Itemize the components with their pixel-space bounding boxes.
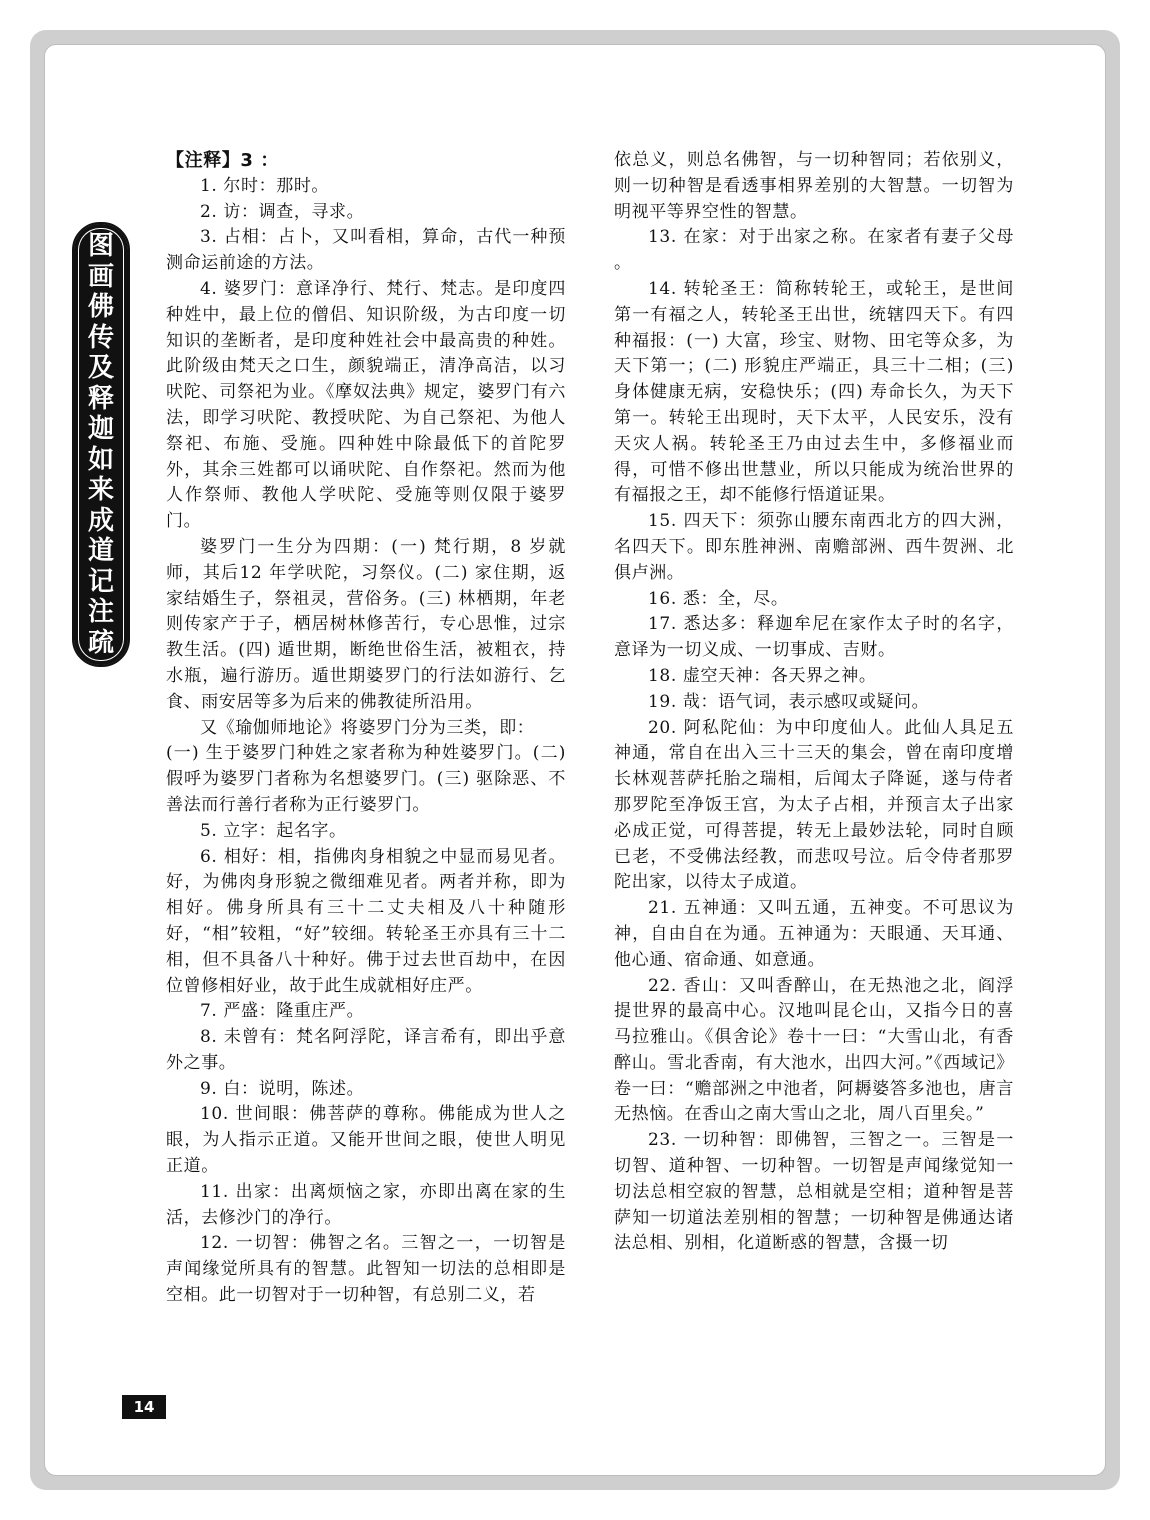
side-title-char: 来 <box>87 475 114 505</box>
annotation-paragraph: 12. 一切智：佛智之名。三智之一，一切智是声闻缘觉所具有的智慧。此智知一切法的总相即是空相。此一切智对于一切种智，有总别二义，若 <box>166 1233 566 1306</box>
side-title-char: 佛 <box>87 292 114 322</box>
side-title-banner <box>72 222 130 667</box>
side-title-char: 释 <box>87 383 114 414</box>
annotation-paragraph: 1. 尔时：那时。 <box>200 175 330 196</box>
side-title-char: 传 <box>87 322 114 353</box>
annotation-paragraph: 3. 占相：占卜，又叫看相，算命，古代一种预测命运前途的方法。 <box>166 227 566 274</box>
annotation-paragraph: 14. 转轮圣王：简称转轮王，或轮王，是世间第一有福之人，转轮圣王出世，统辖四天下。有四种福报：(一) 大富，珍宝、财物、田宅等众多，为天下第一；(二) 形貌庄严端正，具三十二相；(三) 身体健康无病，安稳快乐；(四) 寿命长久，为天下第一。转轮王出现时，天下太平，人民安乐，没有天灾人祸。转轮圣王乃由过去生中，多修福业而得，可惜不修出世慧业，所以只能成为统治世界的有福报之王，却不能修行悟道证果。 <box>614 278 1014 506</box>
side-title-char: 疏 <box>87 627 114 658</box>
annotation-paragraph: 15. 四天下：须弥山腰东南西北方的四大洲，名四天下。即东胜神洲、南赡部洲、西牛贺洲、北俱卢洲。 <box>614 511 1014 583</box>
side-title-char: 成 <box>87 505 114 536</box>
section-heading: 【注释】3 ： <box>166 150 279 171</box>
annotation-paragraph: 7. 严盛：隆重庄严。 <box>200 1001 365 1022</box>
annotation-paragraph: 18. 虚空天神：各天界之神。 <box>648 665 877 686</box>
annotation-paragraph: 2. 访：调查，寻求。 <box>200 201 365 222</box>
annotation-paragraph: 22. 香山：又叫香醉山，在无热池之北，阎浮提世界的最高中心。汉地叫昆仑山，又指今日的喜马拉雅山。《俱舍论》卷十一曰：“大雪山北，有香醉山。雪北香南，有大池水，出四大河。”《西域记》卷一曰：“赡部洲之中池者，阿耨婆答多池也，唐言无热恼。在香山之南大雪山之北，周八百里矣。” <box>614 975 1014 1125</box>
annotation-paragraph: 4. 婆罗门：意译净行、梵行、梵志。是印度四种姓中，最上位的僧侣、知识阶级，为古印度一切知识的垄断者，是印度种姓社会中最高贵的种姓。此阶级由梵天之口生，颜貌端正，清净高洁，以习吠陀、司祭祀为业。《摩奴法典》规定，婆罗门有六法，即学习吠陀、教授吠陀、为自己祭祀、为他人祭祀、布施、受施。四种姓中除最低下的首陀罗外，其余三姓都可以诵吠陀、自作祭祀。然而为他人作祭师、教他人学吠陀、受施等则仅限于婆罗门。 <box>166 278 566 532</box>
side-title-char: 画 <box>87 261 114 292</box>
annotation-paragraph: 17. 悉达多：释迦牟尼在家作太子时的名字，意译为一切义成、一切事成、吉财。 <box>614 614 1014 661</box>
annotation-paragraph: 10. 世间眼：佛菩萨的尊称。佛能成为世人之眼，为人指示正道。又能开世间之眼，使世人明见正道。 <box>166 1104 566 1177</box>
annotation-paragraph: 11. 出家：出离烦恼之家，亦即出离在家的生活，去修沙门的净行。 <box>166 1181 566 1228</box>
paragraph-continuation: (一) 生于婆罗门种姓之家者称为种姓婆罗门。(二) 假呼为婆罗门者称为名想婆罗门。(三) 驱除恶、不善法而行善行者称为正行婆罗门。 <box>166 743 566 815</box>
side-title-char: 及 <box>87 353 114 383</box>
annotation-paragraph: 9. 白：说明，陈述。 <box>200 1078 365 1099</box>
annotation-paragraph: 13. 在家：对于出家之称。在家者有妻子父母 。 <box>614 227 1014 274</box>
side-title-char: 注 <box>87 597 114 627</box>
page-number: 14 <box>122 1395 166 1419</box>
annotation-paragraph: 婆罗门一生分为四期：(一) 梵行期，8 岁就师，其后12 年学吠陀，习祭仪。(二) 家住期，返家结婚生子，祭祖灵，营俗务。(三) 林栖期，年老则传家产于子，栖居树林修苦行，专心思惟，过宗教生活。(四) 遁世期，断绝世俗生活，被粗衣，持水瓶，遍行游历。遁世期婆罗门的行法如游行、乞食、雨安居等多为后来的佛教徒所沿用。 <box>166 536 566 712</box>
annotation-paragraph: 5. 立字：起名字。 <box>200 820 347 841</box>
right-text-column <box>614 148 1014 1257</box>
side-title-char: 如 <box>87 444 114 475</box>
annotation-paragraph: 20. 阿私陀仙：为中印度仙人。此仙人具足五神通，常自在出入三十三天的集会，曾在南印度增长林观菩萨托胎之瑞相，后闻太子降诞，遂与侍者那罗陀至净饭王宫，为太子占相，并预言太子出家必成正觉，可得菩提，转无上最妙法轮，同时自顾已老，不受佛法经教，而悲叹号泣。后令侍者那罗陀出家，以待太子成道。 <box>614 717 1014 893</box>
annotation-paragraph: 8. 未曾有：梵名阿浮陀，译言希有，即出乎意外之事。 <box>166 1027 566 1073</box>
side-title-char: 迦 <box>87 414 114 444</box>
side-title-char: 道 <box>87 536 114 566</box>
annotation-paragraph: 6. 相好：相，指佛肉身相貌之中显而易见者。好，为佛肉身形貌之微细难见者。两者并称，即为相好。佛身所具有三十二丈夫相及八十种随形好，“相”较粗，“好”较细。转轮圣王亦具有三十二相，但不具备八十种好。佛于过去世百劫中，在因位曾修相好业，故于此生成就相好庄严。 <box>166 846 566 996</box>
annotation-paragraph: 21. 五神通：又叫五通，五神变。不可思议为神，自由自在为通。五神通为：天眼通、天耳通、他心通、宿命通、如意通。 <box>614 898 1014 970</box>
annotation-paragraph: 19. 哉：语气词，表示感叹或疑问。 <box>648 691 930 712</box>
annotation-paragraph: 23. 一切种智：即佛智，三智之一。三智是一切智、道种智、一切种智。一切智是声闻缘觉知一切法总相空寂的智慧，总相就是空相；道种智是菩萨知一切道法差别相的智慧；一切种智是佛通达诸法总相、别相，化道断惑的智慧，含摄一切 <box>614 1130 1014 1254</box>
left-text-column <box>166 148 566 1309</box>
annotation-paragraph: 又《瑜伽师地论》将婆罗门分为三类，即： <box>200 717 535 738</box>
side-title-char: 记 <box>87 566 114 597</box>
paragraph-continuation: 依总义，则总名佛智，与一切种智同；若依别义，则一切种智是看透事相界差别的大智慧。一切智为明视平等界空性的智慧。 <box>614 150 1014 222</box>
annotation-paragraph: 16. 悉：全，尽。 <box>648 588 789 609</box>
side-title-char: 图 <box>87 231 114 261</box>
